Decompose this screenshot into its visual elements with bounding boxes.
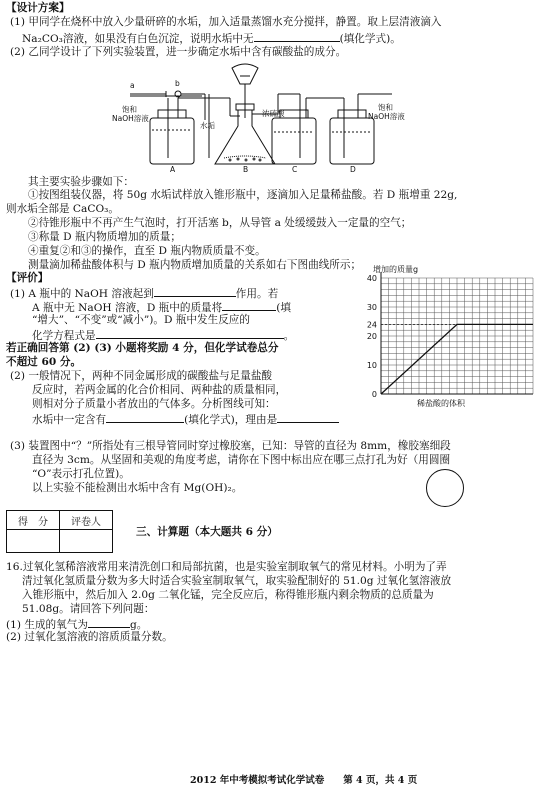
bottle-c-label: C: [292, 165, 298, 174]
chart-grid: [381, 272, 533, 394]
eval-q2-b: 反应时，若两金属的化合价相同、两种盐的质量相同，: [32, 384, 287, 396]
evaluation-header: 【评价】: [6, 272, 49, 284]
q16-sub-2: (2) 过氧化氢溶液的溶质质量分数。: [6, 631, 173, 643]
eval-q2e-text: (填化学式)，理由是: [184, 414, 278, 426]
bottle-b-label: B: [243, 165, 249, 174]
q2-line: (2) 乙同学设计了下列实验装置，进一步确定水垢中含有碳酸盐的成分。: [10, 46, 347, 58]
eval-q1d-text: (填: [276, 302, 291, 314]
bonus-line-1: 若正确回答第 (2) (3) 小题将奖励 4 分，但化学试卷总分: [6, 342, 279, 354]
score-col-header: 得 分: [7, 511, 60, 530]
q1-text: Na₂CO₃溶液，如果没有白色沉淀，说明水垢中无: [22, 33, 254, 45]
mass-increase-chart: [355, 262, 539, 410]
eval-q2-c: 则相对分子质量小者放出的气体多。分析图线可知：: [32, 398, 276, 410]
eval-q2-a: (2) 一般情况下，两种不同金属形成的碳酸盐与足量盐酸: [10, 370, 273, 382]
bottle-d-label: D: [350, 165, 356, 174]
bottle-a-label: A: [170, 165, 176, 174]
page-footer: 2012 年中考模拟考试化学试卷 第 4 页，共 4 页: [190, 775, 418, 786]
reagent-d-label-1: 饱和: [378, 103, 393, 112]
eval-q2-d: [32, 412, 339, 427]
y-tick-label: 0: [371, 390, 377, 399]
eval-q3-a: (3) 装置图中“？”所指处有三根导管同时穿过橡胶塞，已知：导管的直径为 8mm，橡胶塞细段: [10, 440, 451, 452]
chart-xlabel: 稀盐酸的体积: [417, 399, 465, 408]
q16-sub1-unit: g。: [129, 619, 148, 631]
reagent-a-label-1: 饱和: [122, 105, 137, 114]
eval-q3-b: 直径为 3cm。从坚固和美观的角度考虑，请你在下图中标出应在哪三点打孔为好（用圆圈: [32, 454, 451, 466]
step-1b: 则水垢全部是 CaCO₃。: [6, 203, 119, 215]
eval-q1g-text: 。: [283, 330, 295, 342]
q16-line-4: 51.08g。请回答下列问题：: [22, 603, 155, 615]
answer-blank[interactable]: [254, 31, 340, 42]
step-1a: ①按图组装仪器，将 50g 水垢试样放入锥形瓶中，逐滴加入足量稀盐酸。若 D 瓶增重 22g,: [28, 189, 458, 201]
answer-blank[interactable]: [154, 286, 236, 297]
q1-suffix: (填化学式)。: [339, 33, 401, 45]
q16-line-2: 清过氧化氢质量分数为多大时适合实验室制取氧气，取实验配制好的 51.0g 过氧化氢溶液放: [22, 575, 452, 587]
step-2: ②待锥形瓶中不再产生气泡时，打开活塞 b，从导管 a 处缓缓鼓入一定量的空气；: [28, 217, 412, 229]
eval-q1-f: [32, 328, 294, 343]
answer-blank[interactable]: [222, 300, 276, 311]
y-tick-label: 30: [366, 303, 377, 312]
score-cell[interactable]: [7, 530, 60, 553]
score-table: [6, 510, 113, 553]
answer-blank[interactable]: [106, 412, 184, 423]
q16-sub-1: [6, 617, 147, 632]
q16-line-1: 16.过氧化氢稀溶液常用来清洗创口和局部抗菌，也是实验室制取氧气的常见材料。小明为了弄: [6, 561, 447, 573]
step-5: 测量滴加稀盐酸体积与 D 瓶内物质增加质量的关系如右下图曲线所示；: [28, 259, 362, 271]
grader-col-header: 评卷人: [60, 511, 113, 530]
stopper-circle[interactable]: [426, 469, 464, 507]
eval-q1-e: “增大”、“不变”或“减小”)。D 瓶中发生反应的: [32, 314, 250, 326]
y-tick-label: 40: [366, 274, 377, 283]
steps-intro: 其主要实验步骤如下：: [28, 176, 134, 188]
eval-q2d-text: 水垢中一定含有: [32, 414, 107, 426]
eval-q1c-text: A 瓶中无 NaOH 溶液，D 瓶中的质量将: [32, 302, 223, 314]
design-header: 【设计方案】: [6, 2, 70, 14]
eval-q1f-text: 化学方程式是: [32, 330, 96, 342]
reagent-c-label: 浓硫酸: [262, 109, 285, 118]
eval-q1-text: (1) A 瓶中的 NaOH 溶液起到: [10, 288, 154, 300]
chart-ylabel: 增加的质量g: [373, 265, 419, 274]
reagent-d-label-2: NaOH溶液: [368, 112, 405, 121]
label-b: b: [175, 79, 180, 88]
calc-header: 三、计算题（本大题共 6 分）: [136, 526, 278, 538]
q1-line-1: (1) 甲同学在烧杯中放入少量研碎的水垢，加入适量蒸馏水充分搅拌，静置。取上层清液滴入: [10, 16, 442, 28]
step-4: ④重复②和③的操作，直至 D 瓶内物质质量不变。: [28, 245, 266, 257]
eval-q3-d: 以上实验不能检测出水垢中含有 Mg(OH)₂。: [32, 482, 243, 494]
y-tick-label: 20: [366, 332, 377, 341]
reagent-b-label: 水垢: [200, 121, 215, 130]
answer-blank[interactable]: [96, 328, 284, 339]
y-tick-label: 10: [366, 361, 377, 370]
chart-ticks: [367, 274, 377, 399]
grader-cell[interactable]: [60, 530, 113, 553]
answer-blank[interactable]: [277, 412, 339, 423]
q16-sub1-text: (1) 生成的氧气为: [6, 619, 88, 631]
bonus-line-2: 不超过 60 分。: [6, 356, 82, 368]
q1-line-2: [22, 31, 401, 46]
eval-q1-c: [32, 300, 291, 315]
label-a: a: [130, 81, 135, 90]
eval-q3-c: “O”表示打孔位置)。: [32, 468, 130, 480]
q16-line-3: 入锥形瓶中，然后加入 2.0g 二氧化锰，完全反应后，称得锥形瓶内剩余物质的总质量为: [22, 589, 434, 601]
eval-q1-a: [10, 286, 278, 301]
step-3: ③称量 D 瓶内物质增加的质量；: [28, 231, 181, 243]
eval-q1-suffix: 作用。若: [235, 288, 279, 300]
answer-blank[interactable]: [88, 617, 130, 628]
y-tick-label: 24: [366, 320, 377, 330]
reagent-a-label-2: NaOH溶液: [112, 114, 149, 123]
